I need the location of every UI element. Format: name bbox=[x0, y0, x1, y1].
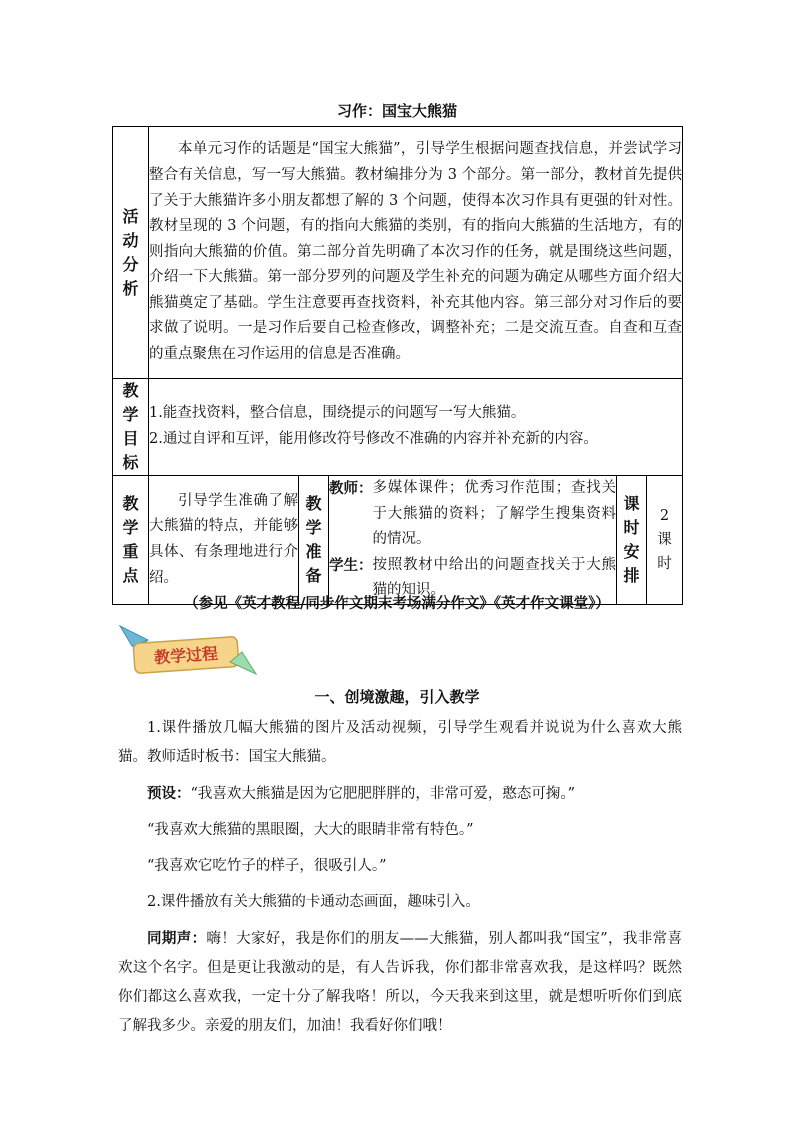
goal-item-1: 1.能查找资料，整合信息，围绕提示的问题写一写大熊猫。 bbox=[149, 405, 526, 422]
hours-value-cell bbox=[647, 476, 683, 605]
preset-key: 预设： bbox=[147, 785, 191, 802]
focus-label-cell bbox=[113, 476, 149, 605]
prep-student-value: 按照教材中给出的问题查找关于大熊猫的知识。 bbox=[372, 556, 616, 599]
prep-teacher bbox=[329, 476, 616, 553]
activity-analysis-text: 本单元习作的话题是“国宝大熊猫”，引导学生根据问题查找信息，并尝试学习整合有关信息，写一写大熊猫。教材编排分为 3 个部分。第一部分，教材首先提供了关于大熊猫许多小朋友都想了解的 3 个问题，使得本次习作具有更强的针对性。教材呈现的 3 个问题，有的指向大熊猫的类别，有的指向大熊猫的生活地方，有的则指向大熊猫的价值。第二部分首先明确了本次习作的任务，就是围绕这些问题，介绍一下大熊猫。第一部分罗列的问题及学生补充的问题为确定从哪些方面介绍大熊猫奠定了基础。学生注意要再查找资料，补充其他内容。第三部分对习作后的要求做了说明。一是习作后要自己检查修改，调整补充；二是交流互查。自查和互查的重点聚焦在习作运用的信息是否准确。 bbox=[149, 141, 683, 363]
prep-label-cell bbox=[299, 476, 329, 605]
voiceover-key: 同期声： bbox=[147, 930, 207, 947]
paragraph-2 bbox=[118, 779, 682, 809]
teaching-process-badge bbox=[118, 622, 258, 678]
prep-teacher-value: 多媒体课件；优秀习作范围；查找关于大熊猫的资料；了解学生搜集资料的情况。 bbox=[372, 480, 616, 548]
paragraph-3: “我喜欢大熊猫的黑眼圈，大大的眼睛非常有特色。” bbox=[147, 822, 474, 838]
paragraph-5: 2.课件播放有关大熊猫的卡通动态画面，趣味引入。 bbox=[147, 894, 480, 910]
focus-row bbox=[113, 476, 683, 605]
goal-label: 教学目标 bbox=[122, 381, 139, 472]
prep-label: 教学准备 bbox=[305, 493, 322, 585]
preset-value: “我喜欢大熊猫是因为它肥肥胖胖的，非常可爱，憨态可掬。” bbox=[190, 786, 576, 802]
lesson-plan-table bbox=[112, 126, 683, 605]
hours-label-cell bbox=[617, 476, 647, 605]
activity-analysis-cell bbox=[149, 127, 683, 379]
activity-row bbox=[113, 127, 683, 379]
activity-label: 活动分析 bbox=[122, 206, 139, 298]
prep-teacher-key: 教师： bbox=[329, 480, 373, 497]
prep-student-key: 学生： bbox=[329, 556, 373, 574]
page-title: 习作：国宝大熊猫 bbox=[336, 102, 457, 120]
goal-item-2: 2.通过自评和互评，能用修改符号修改不准确的内容并补充新的内容。 bbox=[149, 431, 598, 447]
focus-text: 引导学生准确了解大熊猫的特点，并能够具体、有条理地进行介绍。 bbox=[149, 492, 298, 586]
section-heading: 一、创境激趣，引入教学 bbox=[314, 688, 480, 706]
focus-cell bbox=[149, 476, 299, 605]
paragraph-6 bbox=[118, 924, 682, 1041]
focus-label: 教学重点 bbox=[122, 493, 139, 585]
goal-cell bbox=[149, 379, 683, 476]
hours-label: 课时安排 bbox=[623, 493, 640, 585]
paragraph-4: “我喜欢它吃竹子的样子，很吸引人。” bbox=[147, 858, 387, 874]
goal-row bbox=[113, 379, 683, 476]
prep-cell bbox=[329, 476, 617, 605]
badge-label: 教学过程 bbox=[153, 643, 219, 668]
activity-label-cell bbox=[113, 127, 149, 379]
paragraph-1: 1.课件播放几幅大熊猫的图片及活动视频，引导学生观看并说说为什么喜欢大熊猫。教师适时板书：国宝大熊猫。 bbox=[118, 720, 682, 765]
voiceover-value: 嗨！大家好，我是你们的朋友——大熊猫，别人都叫我“国宝”，我非常喜欢这个名字。但是更让我激动的是，有人告诉我，你们都非常喜欢我，是这样吗？既然你们都这么喜欢我，一定十分了解我咯！所以，今天我来到这里，就是想听听你们到底了解我多少。亲爱的朋友们，加油！我看好你们哦！ bbox=[118, 931, 682, 1034]
goal-label-cell bbox=[113, 379, 149, 476]
reference-note: （参见《英才教程/同步作文期末考场满分作文》《英才作文课堂》） bbox=[184, 595, 610, 612]
hours-value: 2课时 bbox=[657, 507, 672, 572]
paper-plane-icon bbox=[118, 622, 258, 678]
lesson-body bbox=[118, 714, 682, 1048]
